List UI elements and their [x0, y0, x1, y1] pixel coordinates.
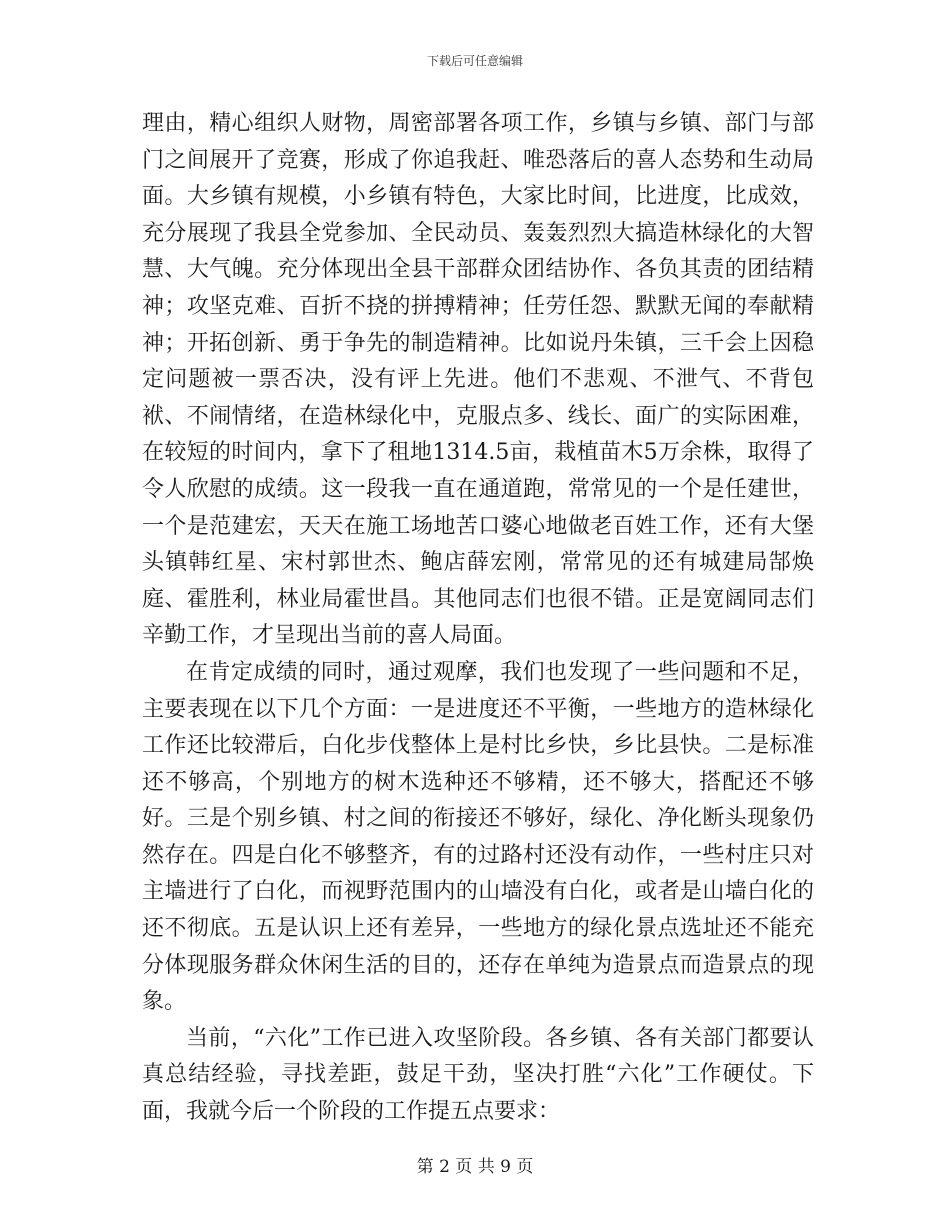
document-body	[142, 106, 814, 1131]
paragraph-requirements-intro: 当前，“六化”工作已进入攻坚阶段。各乡镇、各有关部门都要认真总结经验，寻找差距，鼓足干劲，坚决打胜“六化”工作硬仗。下面，我就今后一个阶段的工作提五点要求：	[142, 1025, 814, 1125]
page-header: 下载后可任意编辑	[426, 54, 523, 68]
page-number-footer: 第 2 页 共 9 页	[416, 1157, 534, 1177]
paragraph-continued: 理由，精心组织人财物，周密部署各项工作，乡镇与乡镇、部门与部门之间展开了竞赛，形成了你追我赶、唯恐落后的喜人态势和生动局面。大乡镇有规模，小乡镇有特色，大家比时间，比进度，比成效，充分展现了我县全党参加、全民动员、轰轰烈烈大搞造林绿化的大智慧、大气魄。充分体现出全县干部群众团结协作、各负其责的团结精神；攻坚克难、百折不挠的拼搏精神；任劳任怨、默默无闻的奉献精神；开拓创新、勇于争先的制造精神。比如说丹朱镇，三千会上因稳定问题被一票否决，没有评上先进。他们不悲观、不泄气、不背包袱、不闹情绪，在造林绿化中，克服点多、线长、面广的实际困难，在较短的时间内，拿下了租地1314.5亩，栽植苗木5万余株，取得了令人欣慰的成绩。这一段我一直在通道跑，常常见的一个是任建世，一个是范建宏，天天在施工场地苦口婆心地做老百姓工作，还有大堡头镇韩红星、宋村郭世杰、鲍店薛宏刚，常常见的还有城建局郜焕庭、霍胜利，林业局霍世昌。其他同志们也很不错。正是宽阔同志们辛勤工作，才呈现出当前的喜人局面。	[142, 111, 814, 649]
paragraph-problems: 在肯定成绩的同时，通过观摩，我们也发现了一些问题和不足，主要表现在以下几个方面：一是进度还不平衡，一些地方的造林绿化工作还比较滞后，白化步伐整体上是村比乡快，乡比县快。二是标准还不够高，个别地方的树木选种还不够精，还不够大，搭配还不够好。三是个别乡镇、村之间的衔接还不够好，绿化、净化断头现象仍然存在。四是白化不够整齐，有的过路村还没有动作，一些村庄只对主墙进行了白化，而视野范围内的山墙没有白化，或者是山墙白化的还不彻底。五是认识上还有差异，一些地方的绿化景点选址还不能充分体现服务群众休闲生活的目的，还存在单纯为造景点而造景点的现象。	[142, 659, 814, 1015]
